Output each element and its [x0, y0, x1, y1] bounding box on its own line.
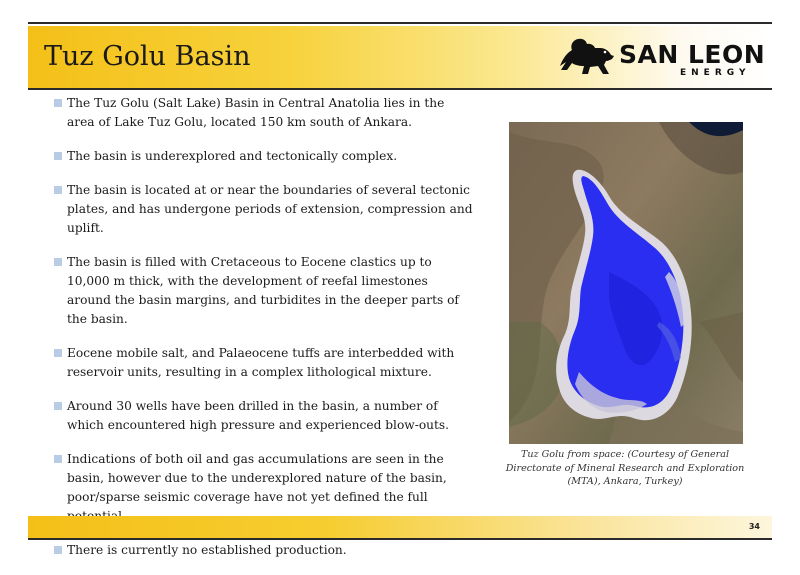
- bullet-item: [54, 450, 474, 526]
- logo-name: SAN LEON: [619, 40, 766, 69]
- logo-subtitle: ENERGY: [680, 68, 751, 78]
- bullet-text: The basin is located at or near the boundaries of several tectonic plates, and has undergone periods of extension, compression and uplift.: [67, 183, 473, 235]
- figure-caption: Tuz Golu from space: (Courtesy of General Directorate of Mineral Research and Exploration (MTA), Ankara, Turkey): [505, 449, 745, 487]
- bullet-item: [54, 397, 474, 435]
- bullet-square-icon: [54, 546, 62, 554]
- bullet-square-icon: [54, 258, 62, 266]
- san-leon-logo: [557, 36, 767, 82]
- bullet-square-icon: [54, 349, 62, 357]
- bullet-item: [54, 94, 474, 132]
- bullet-item: [54, 253, 474, 329]
- bullet-text: The basin is filled with Cretaceous to Eocene clastics up to 10,000 m thick, with the development of reefal limestones around the basin margins, and turbidites in the deeper parts of the basin.: [67, 255, 459, 326]
- bullet-item: [54, 541, 474, 560]
- bullet-text: The Tuz Golu (Salt Lake) Basin in Central Anatolia lies in the area of Lake Tuz Golu, located 150 km south of Ankara.: [67, 96, 445, 129]
- lion-icon: [557, 36, 617, 80]
- bullet-text: There is currently no established production.: [67, 543, 347, 557]
- page-number: 34: [748, 522, 760, 531]
- bullet-text: The basin is underexplored and tectonically complex.: [67, 149, 398, 163]
- bullet-text: Indications of both oil and gas accumulations are seen in the basin, however due to the underexplored nature of the basin, poor/sparse seismic coverage have not yet defined the full: [67, 452, 447, 504]
- bullet-item: [54, 181, 474, 238]
- bullet-text: Around 30 wells have been drilled in the basin, a number of which encountered high pressure and experienced blow-outs.: [67, 399, 450, 432]
- footer-band: [28, 516, 772, 538]
- footer-rule: [28, 538, 772, 540]
- page-title: Tuz Golu Basin: [44, 41, 251, 72]
- bullet-item: [54, 344, 474, 382]
- bullet-list: [54, 94, 474, 575]
- bullet-item: [54, 147, 474, 166]
- bullet-square-icon: [54, 99, 62, 107]
- title-rule: [28, 88, 772, 90]
- bullet-square-icon: [54, 402, 62, 410]
- bullet-text: Eocene mobile salt, and Palaeocene tuffs are interbedded with reservoir units, resulting in a complex lithological mixture.: [67, 346, 455, 379]
- bullet-square-icon: [54, 186, 62, 194]
- bullet-square-icon: [54, 152, 62, 160]
- top-rule: [28, 22, 772, 24]
- satellite-image: [509, 122, 743, 444]
- bullet-square-icon: [54, 455, 62, 463]
